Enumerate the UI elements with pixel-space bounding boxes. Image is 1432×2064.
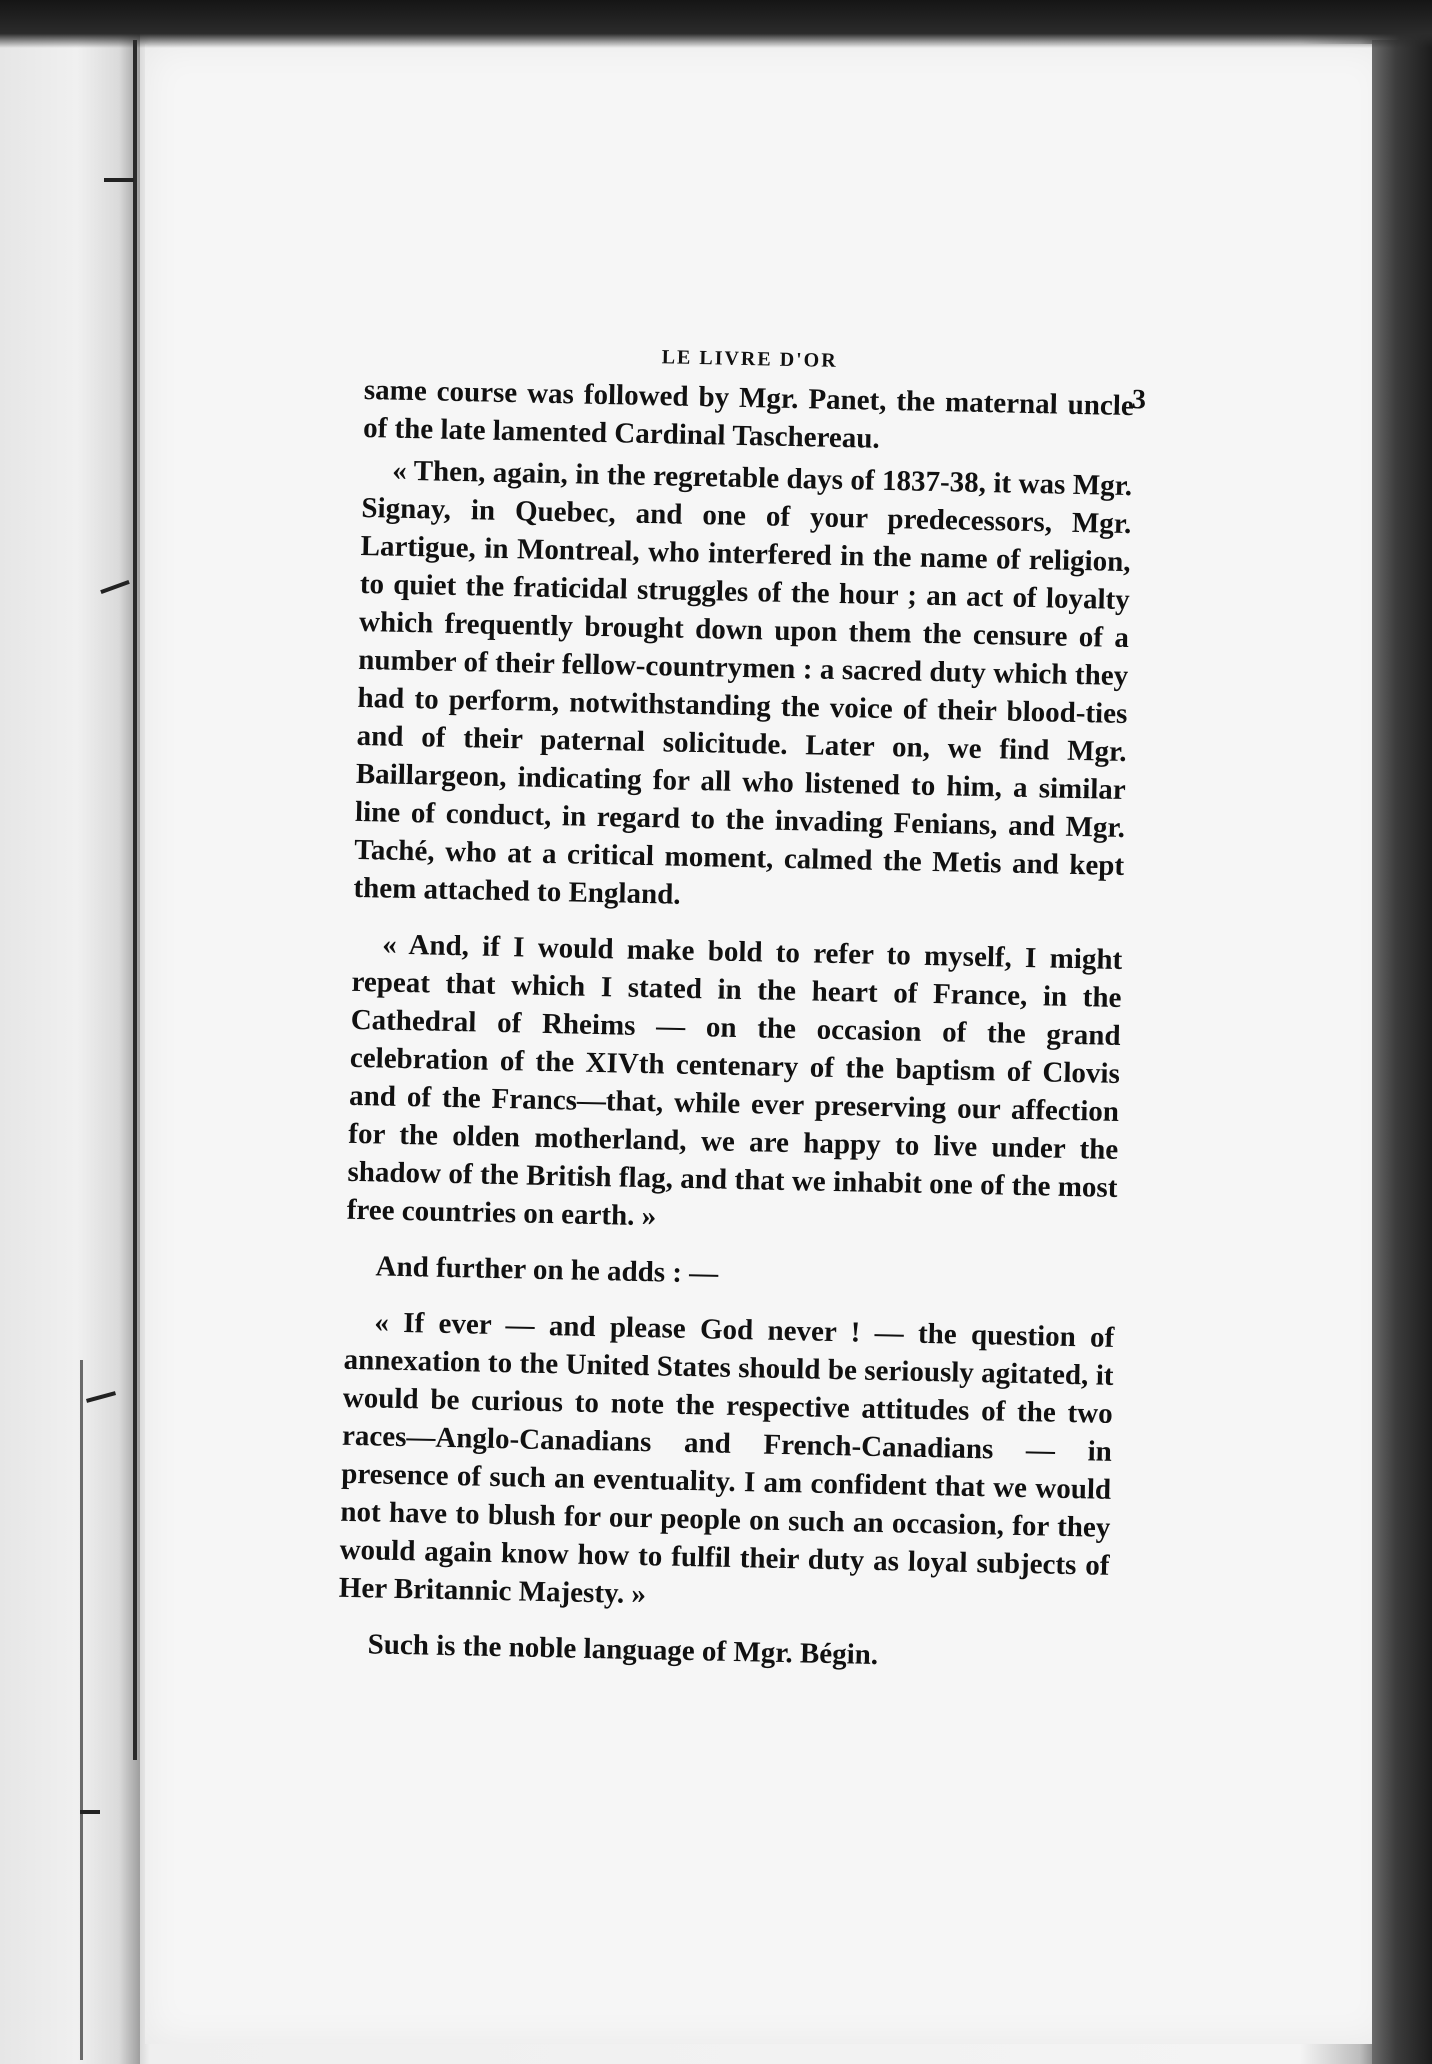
paragraph: same course was followed by Mgr. Panet, the maternal uncle of the late lamented Cardinal Taschereau. xyxy=(362,373,1135,455)
paragraph: And further on he adds : — xyxy=(375,1250,719,1290)
paragraph: « And, if I would make bold to refer to myself, I might repeat that which I stated in the heart of France, in the Cathedral of Rheims — on the occasion of the grand celebration of the XIVth centenary of the baptism of Clovis and of the Francs—that, while ever preserving our affection for the olden motherland, we are happy to live under the shadow of the British flag, and that we inhabit one of the most free countries on earth. » xyxy=(346,928,1123,1233)
scan-top-shadow xyxy=(0,0,1432,48)
binding-gutter-line-lower xyxy=(80,1360,83,2060)
page-text-block xyxy=(337,340,1147,1691)
binding-thread-mark xyxy=(104,178,134,182)
paragraph: « If ever — and please God never ! — the question of annexation to the United States should be seriously agitated, it would be curious to note the respective attitudes of the two races—Anglo-Canadians and French-Canadians — in presence of such an eventuality. I am confident that we would not have to blush for our people on such an occasion, for they would again know how to fulfil their duty as loyal subjects of Her Britannic Majesty. » xyxy=(338,1306,1115,1611)
binding-thread-mark xyxy=(80,1810,100,1814)
page-number: 3 xyxy=(1131,384,1147,416)
paragraph: « Then, again, in the regretable days of 1837-38, it was Mgr. Signay, in Quebec, and one of your predecessors, Mgr. Lartigue, in Montreal, who interfered in the name of religion, to quiet the fraticidal struggles of the hour ; an act of loyalty which frequently brought down upon them the censure of a number of their fellow-countrymen : a sacred duty which they had to perform, notwithstanding the voice of their blood-ties and of their paternal solicitude. Later on, we find Mgr. Baillargeon, indicating for all who listened to him, a similar line of conduct, in regard to the invading Fenians, and Mgr. Taché, who at a critical moment, calmed the Metis and kept them attached to England. xyxy=(353,454,1133,911)
paragraph: Such is the noble language of Mgr. Bégin. xyxy=(367,1628,879,1672)
book-fore-edge xyxy=(1372,40,1432,2064)
facing-page-edge xyxy=(0,0,140,2064)
binding-gutter-line xyxy=(133,40,137,1760)
running-head: LE LIVRE D'OR xyxy=(661,346,838,372)
